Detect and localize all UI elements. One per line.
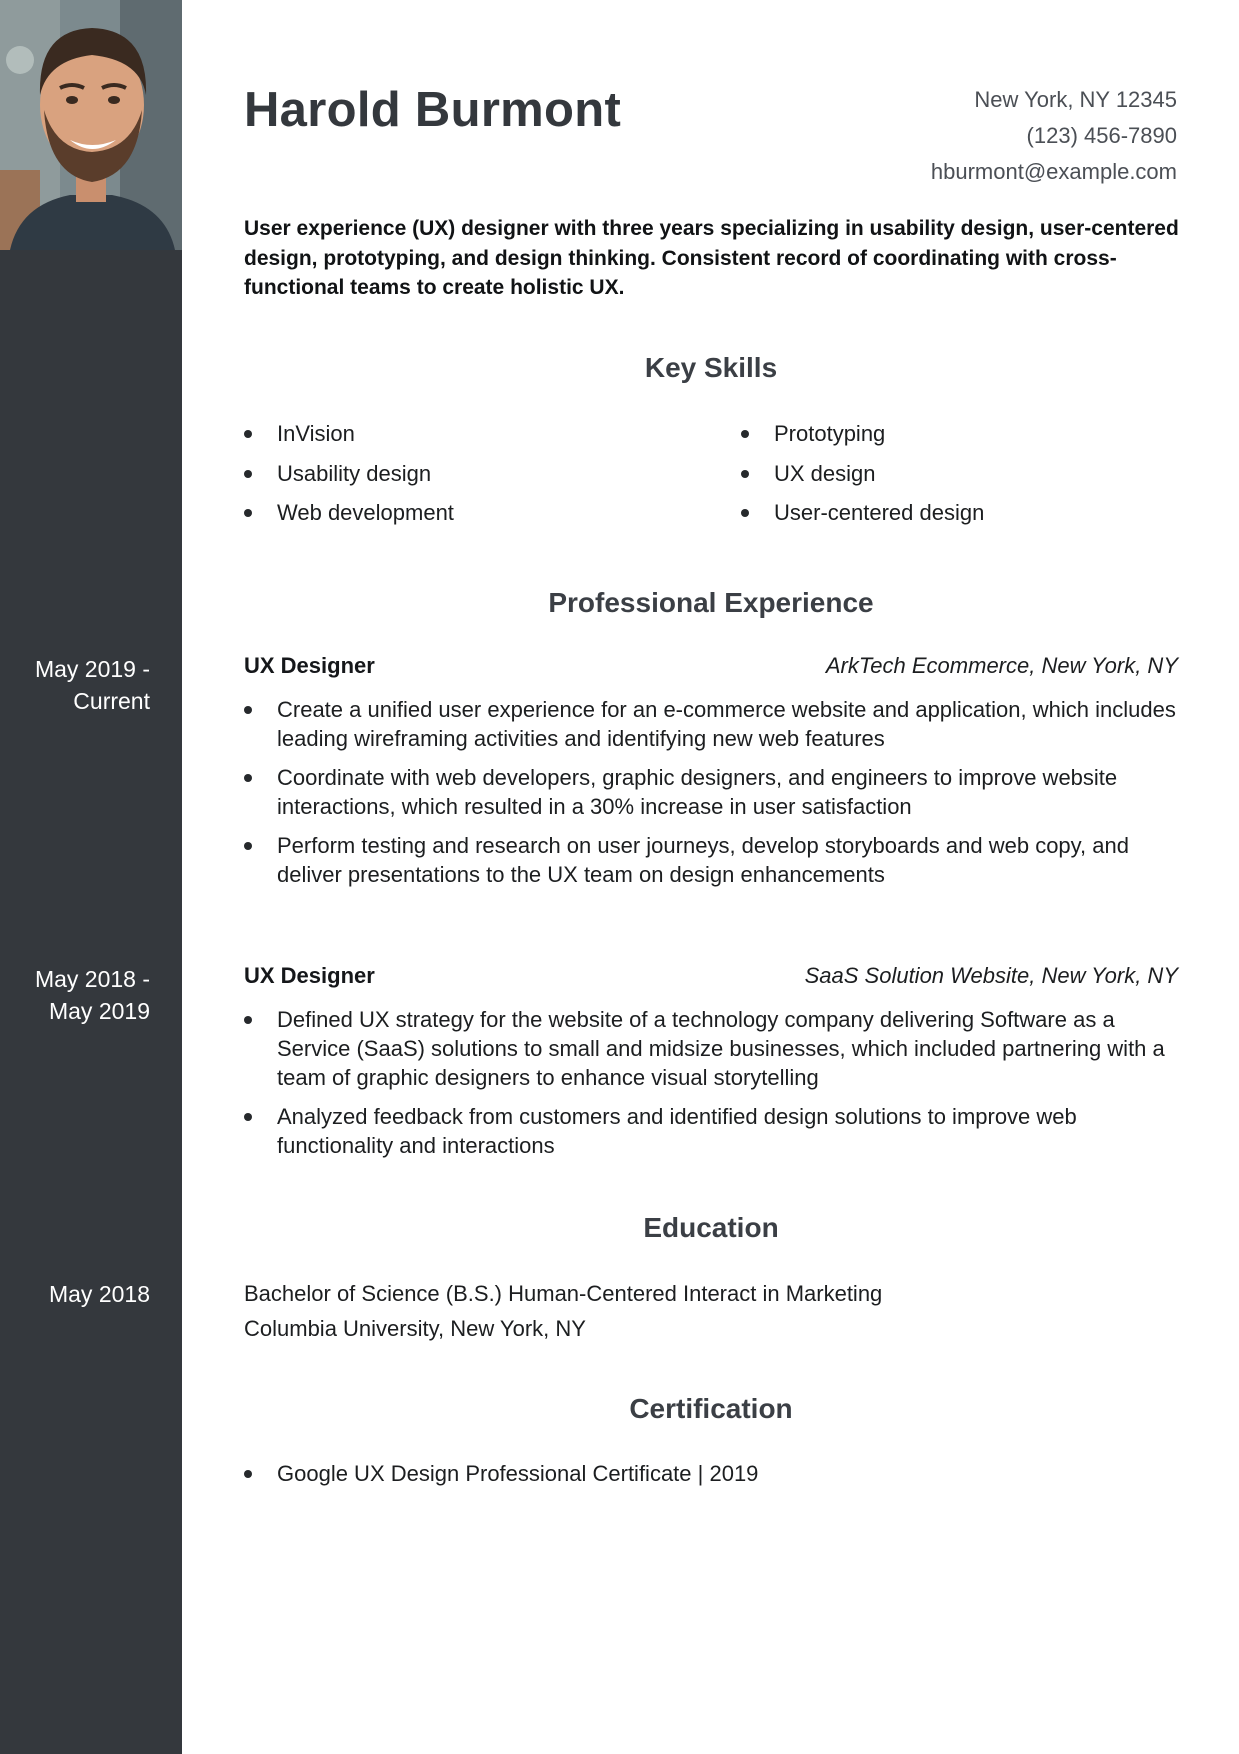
job-1-date-end: Current [73, 688, 150, 714]
education-entry [244, 1276, 882, 1346]
job-1-header [244, 653, 1178, 679]
candidate-name: Harold Burmont [244, 83, 622, 137]
job-2-date [0, 963, 150, 1027]
certification-item: Google UX Design Professional Certificate | 2019 [244, 1459, 1178, 1488]
contact-info [931, 82, 1177, 190]
profile-photo [0, 0, 182, 250]
contact-address: New York, NY 12345 [974, 87, 1177, 112]
skill-item: UX design [741, 459, 1181, 488]
job-1-title: UX Designer [244, 653, 375, 678]
job-bullet: Coordinate with web developers, graphic designers, and engineers to improve website interactions, which resulted in a 30% increase in user satisfaction [244, 763, 1178, 821]
experience-heading: Professional Experience [548, 587, 874, 618]
job-1-date-start: May 2019 - [34, 656, 150, 682]
certification-list [244, 1459, 1178, 1488]
certification-heading: Certification [629, 1393, 793, 1424]
job-2-date-start: May 2018 - [34, 966, 150, 992]
education-heading: Education [643, 1212, 779, 1243]
job-2-bullets [244, 1005, 1178, 1170]
job-2-date-end: May 2019 [48, 998, 150, 1024]
professional-summary: User experience (UX) designer with three years specializing in usability design, user-centered design, prototyping, and design thinking. Consistent record of coordinating with cross-functional teams to create holistic UX. [244, 217, 1179, 299]
job-bullet: Create a unified user experience for an e-commerce website and application, which includes leading wireframing activities and identifying new web features [244, 695, 1178, 753]
skill-item: User-centered design [741, 498, 1181, 527]
job-bullet: Perform testing and research on user journeys, develop storyboards and web copy, and deliver presentations to the UX team on design enhancements [244, 831, 1178, 889]
skill-item: InVision [244, 419, 684, 448]
job-2-title: UX Designer [244, 963, 375, 988]
job-1-company: ArkTech Ecommerce, New York, NY [825, 653, 1178, 678]
education-date-text: May 2018 [48, 1281, 150, 1307]
skills-list-right [741, 419, 1181, 538]
job-1-bullets [244, 695, 1178, 899]
job-2-company: SaaS Solution Website, New York, NY [804, 963, 1178, 988]
skills-heading: Key Skills [644, 352, 778, 383]
skill-item: Web development [244, 498, 684, 527]
job-bullet: Defined UX strategy for the website of a technology company delivering Software as a Service (SaaS) solutions to small and midsize businesses, which included partnering with a team of graphic designers to enhance visual storytelling [244, 1005, 1178, 1092]
contact-phone: (123) 456-7890 [1026, 123, 1177, 148]
education-degree: Bachelor of Science (B.S.) Human-Centered Interact in Marketing [244, 1281, 883, 1306]
job-1-date [0, 653, 150, 717]
profile-photo-illustration [0, 0, 182, 250]
sidebar [0, 0, 182, 1754]
education-date [0, 1278, 150, 1310]
contact-email: hburmont@example.com [930, 159, 1177, 184]
skills-list-left [244, 419, 684, 538]
job-2-header [244, 963, 1178, 989]
skill-item: Prototyping [741, 419, 1181, 448]
education-school: Columbia University, New York, NY [244, 1316, 586, 1341]
job-bullet: Analyzed feedback from customers and identified design solutions to improve web functionality and interactions [244, 1102, 1178, 1160]
skill-item: Usability design [244, 459, 684, 488]
